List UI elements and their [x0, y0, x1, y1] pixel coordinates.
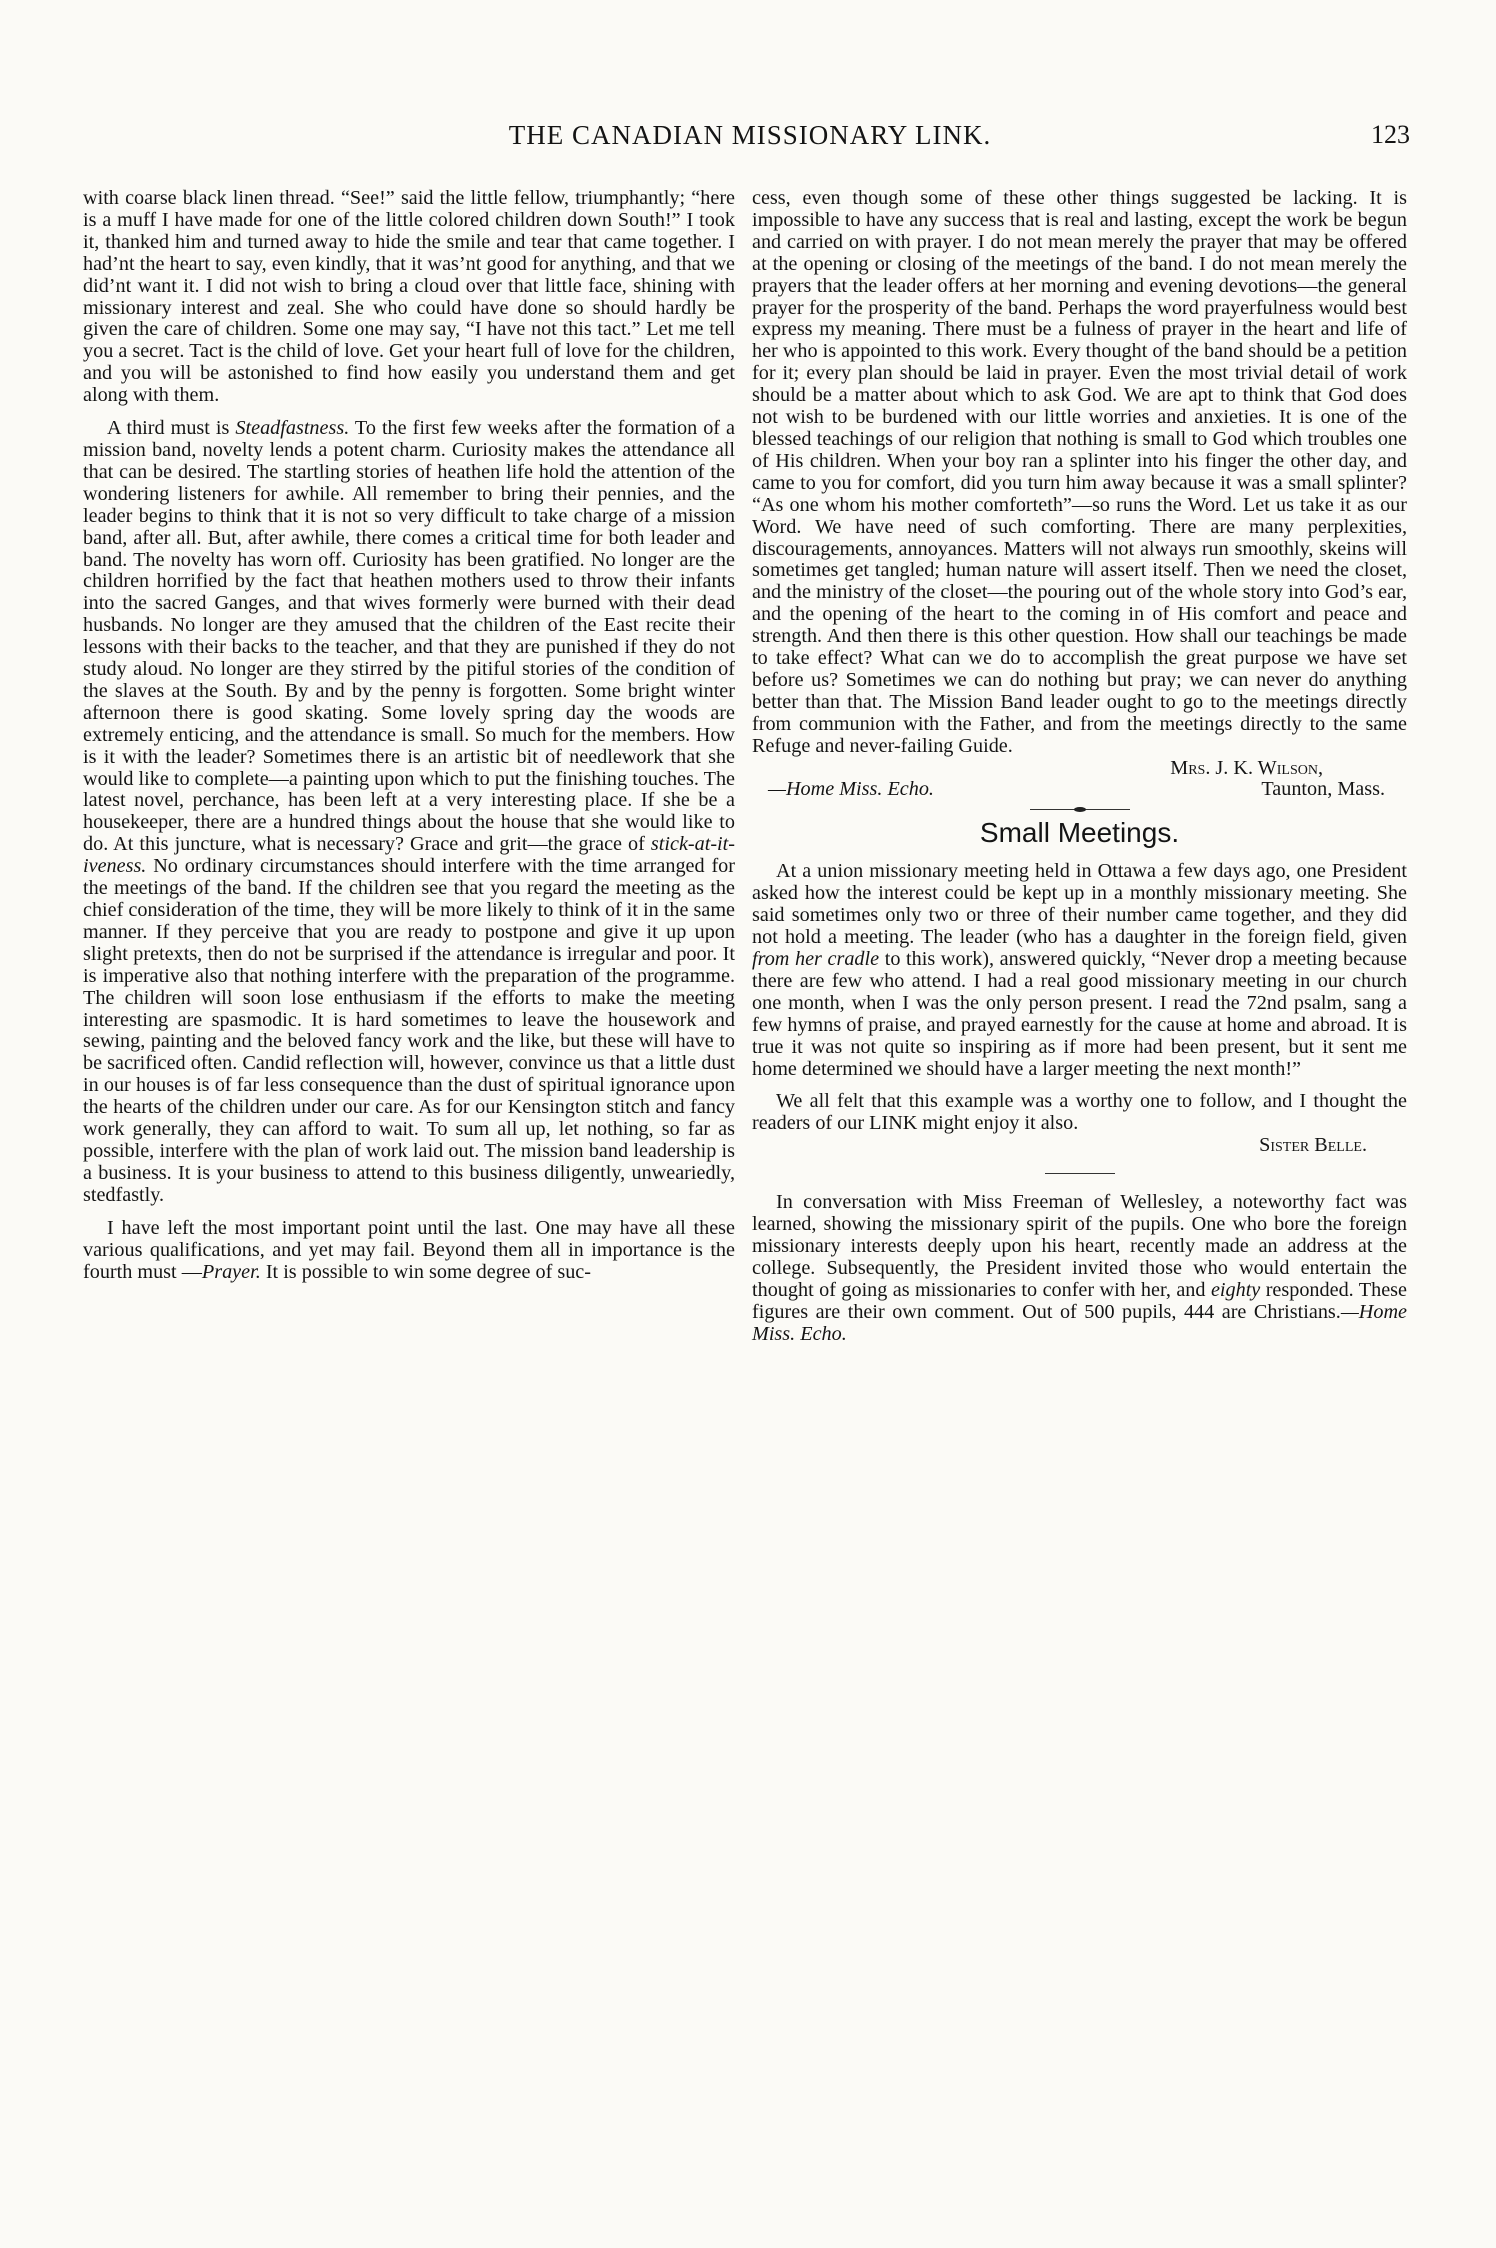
paragraph-text: In conversation with Miss Freeman of Wellesley, a noteworthy fact was learned, showing the missionary spirit of the pupils. One who bore the foreign missionary interests deeply upon his heart, recently made an address at the college. Subsequently, the President invited those who would entertain the thought of going as missionaries to confer with her, and [752, 1191, 1407, 1301]
paragraph-text: We all felt that this example was a worthy one to follow, and I thought the readers of our LINK might enjoy it also. [752, 1090, 1407, 1135]
paragraph-steadfastness [83, 418, 735, 1207]
section-rule [1045, 1173, 1115, 1174]
paragraph-worthy-example [752, 1091, 1407, 1135]
paragraph-prayer [83, 1218, 735, 1284]
paragraph-text: A third must is [107, 417, 236, 440]
signature-belle [752, 1135, 1407, 1157]
emphasis-steadfastness: Steadfastness. [235, 417, 350, 440]
signature-line [752, 779, 1407, 801]
signature-name: Sister Belle. [1259, 1134, 1367, 1157]
emphasis-from-her-cradle: from her cradle [752, 948, 880, 970]
signature-place: Taunton, Mass. [1261, 778, 1385, 801]
paragraph-text: No ordinary circumstances should interfere with the time arranged for the meetings of the band. If the children see that you regard the meeting as the chief consideration of the time, they will be more likely to think of it in the same manner. If they perceive that you are ready to postpone and give it up upon slight pretexts, then do not be surprised if the attendance is irregular and poor. It is imperative also that nothing interfere with the preparation of the programme. The children will soon lose enthusiasm if the efforts to make the meeting interesting are spasmodic. It is hard sometimes to leave the housework and sewing, painting and the beloved fancy work and the like, but these will have to be sacrificed often. Candid reflection will, however, convince us that a little dust in our houses is of far less consequence than the dust of spiritual ignorance upon the hearts of the children under our care. As for our Kensington stitch and fancy work generally, they can afford to wait. To sum all up, let nothing, so far as possible, interfere with the plan of work laid out. The mission band leadership is a business. It is your business to attend to this business diligently, unweariedly, stedfastly. [83, 855, 736, 1206]
paragraph-text: to this work), answered quickly, “Never drop a meeting because there are few who attend. I had a real good missionary meeting in our church one month, when I was the only person present. I read the 72nd psalm, sang a few hymns of praise, and prayed earnestly for the cause at home and abroad. It is true it was not quite so inspiring as if more had been present, but it sent me home determined we should have a larger meeting the next month!” [752, 948, 1407, 1080]
paragraph-text: responded. These figures are their own comment. Out of 500 pupils, 444 are Christians. [752, 1278, 1407, 1323]
section-divider [1030, 807, 1130, 813]
paragraph-prayer-continued [752, 188, 1407, 758]
emphasis-prayer: Prayer. [201, 1260, 261, 1283]
paragraph-text: It is possible to win some degree of suc- [260, 1260, 591, 1283]
paragraph-text: with coarse black linen thread. “See!” said the little fellow, triumphantly; “here is a muff I have made for one of the little colored children down South!” I took it, thanked him and turned away to hide the smile and tear that came together. I had’nt the heart to say, even kindly, that it was’nt good for anything, and that we did’nt want it. I did not wish to bring a cloud over that little face, shining with missionary interest and zeal. She who could have done so should hardly be given the care of children. Some one may say, “I have not this tact.” Let me tell you a secret. Tact is the child of love. Get your heart full of love for the children, and you will be astonished to find how easily you understand them and get along with them. [83, 187, 735, 407]
page-header [90, 120, 1410, 160]
signature-wilson [752, 758, 1407, 802]
right-column [752, 188, 1407, 1346]
paragraph-wellesley [752, 1192, 1407, 1345]
page-number: 123 [1371, 120, 1410, 149]
section-title: Small Meetings. [979, 817, 1180, 849]
paragraph-text: At a union missionary meeting held in Ottawa a few days ago, one President asked how the interest could be kept up in a monthly missionary meeting. She said sometimes only two or three of their number came together, and they did not hold a meeting. The leader (who has a daughter in the foreign field, given [752, 860, 1407, 949]
journal-title: THE CANADIAN MISSIONARY LINK. [508, 120, 992, 150]
paragraph-text: I have left the most important point until the last. One may have all these various qualifications, and yet may fail. Beyond them all in importance is the fourth must — [83, 1216, 735, 1283]
left-column [83, 188, 735, 1283]
paragraph-small-meetings [752, 861, 1407, 1080]
signature-source: —Home Miss. Echo. [768, 778, 934, 801]
paragraph-text: To the first few weeks after the formation of a mission band, novelty lends a potent charm. Curiosity makes the attendance all that can be desired. The startling stories of heathen life hold the attention of the wondering listeners for awhile. All remember to bring their pennies, and the leader begins to think that it is not so very difficult to take charge of a mission band, after all. But, after awhile, there comes a critical time for both leader and band. The novelty has worn off. Curiosity has been gratified. No longer are the children horrified by the fact that heathen mothers used to throw their infants into the sacred Ganges, and that wives formerly were burned with their dead husbands. No longer are they amused that the children of the East recite their lessons with their backs to the teacher, and that they are punished if they do not study aloud. No longer are they stirred by the pitiful stories of the condition of the slaves at the South. By and by the penny is forgotten. Some bright winter afternoon there is good skating. Some lovely spring day the woods are extremely enticing, and the attendance is small. So much for the members. How is it with the leader? Sometimes there is an artistic bit of needlework that she would like to complete—a painting upon which to put the finishing touches. The latest novel, perchance, has been left at a very interesting place. If she be a housekeeper, there are a hundred things about the house that she would like to do. At this juncture, what is necessary? Grace and grit—the grace of [83, 417, 736, 856]
paragraph-tact [83, 188, 735, 407]
signature-name: Mrs. J. K. Wilson, [1170, 756, 1323, 779]
emphasis-stick-at-it: stick-at-it-iveness. [83, 833, 735, 878]
emphasis-eighty: eighty [1210, 1278, 1261, 1301]
paragraph-text: cess, even though some of these other things suggested be lacking. It is impossible to have any success that is real and lasting, except the work be begun and carried on with prayer. I do not mean merely the prayer that may be offered at the opening or closing of the meetings of the band. I do not mean merely the prayers that the leader offers at her morning and evening devotions—the general prayer for the prosperity of the band. Perhaps the word prayerfulness would best express my meaning. There must be a fulness of prayer in the heart and life of her who is appointed to this work. Every thought of the band should be a petition for it; every plan should be laid in prayer. Even the most trivial detail of work should be a matter about which to ask God. We are apt to think that God does not wish to be burdened with our little worries and anxieties. It is one of the blessed teachings of our religion that nothing is small to God which troubles one of His children. When your boy ran a splinter into his finger the other day, and came to you for comfort, did you turn him away because it was a small splinter? “As one whom his mother comforteth”—so runs the Word. Let us take it as our Word. We have need of such comforting. There are many perplexities, discouragements, annoyances. Matters will not always run smoothly, skeins will sometimes get tangled; human nature will assert itself. Then we need the closet, and the ministry of the closet—the pouring out of the whole story into God’s ear, and the opening of the heart to the coming in of His comfort and peace and strength. And then there is this other question. How shall our teachings be made to take effect? What can we do to accomplish the great purpose we have set before us? Sometimes we can do nothing but pray; we can never do anything better than that. The Mission Band leader ought to go to the meetings directly from communion with the Father, and from the meetings directly to the same Refuge and never-failing Guide. [752, 187, 1407, 757]
source-citation: —Home Miss. Echo. [752, 1300, 1407, 1345]
